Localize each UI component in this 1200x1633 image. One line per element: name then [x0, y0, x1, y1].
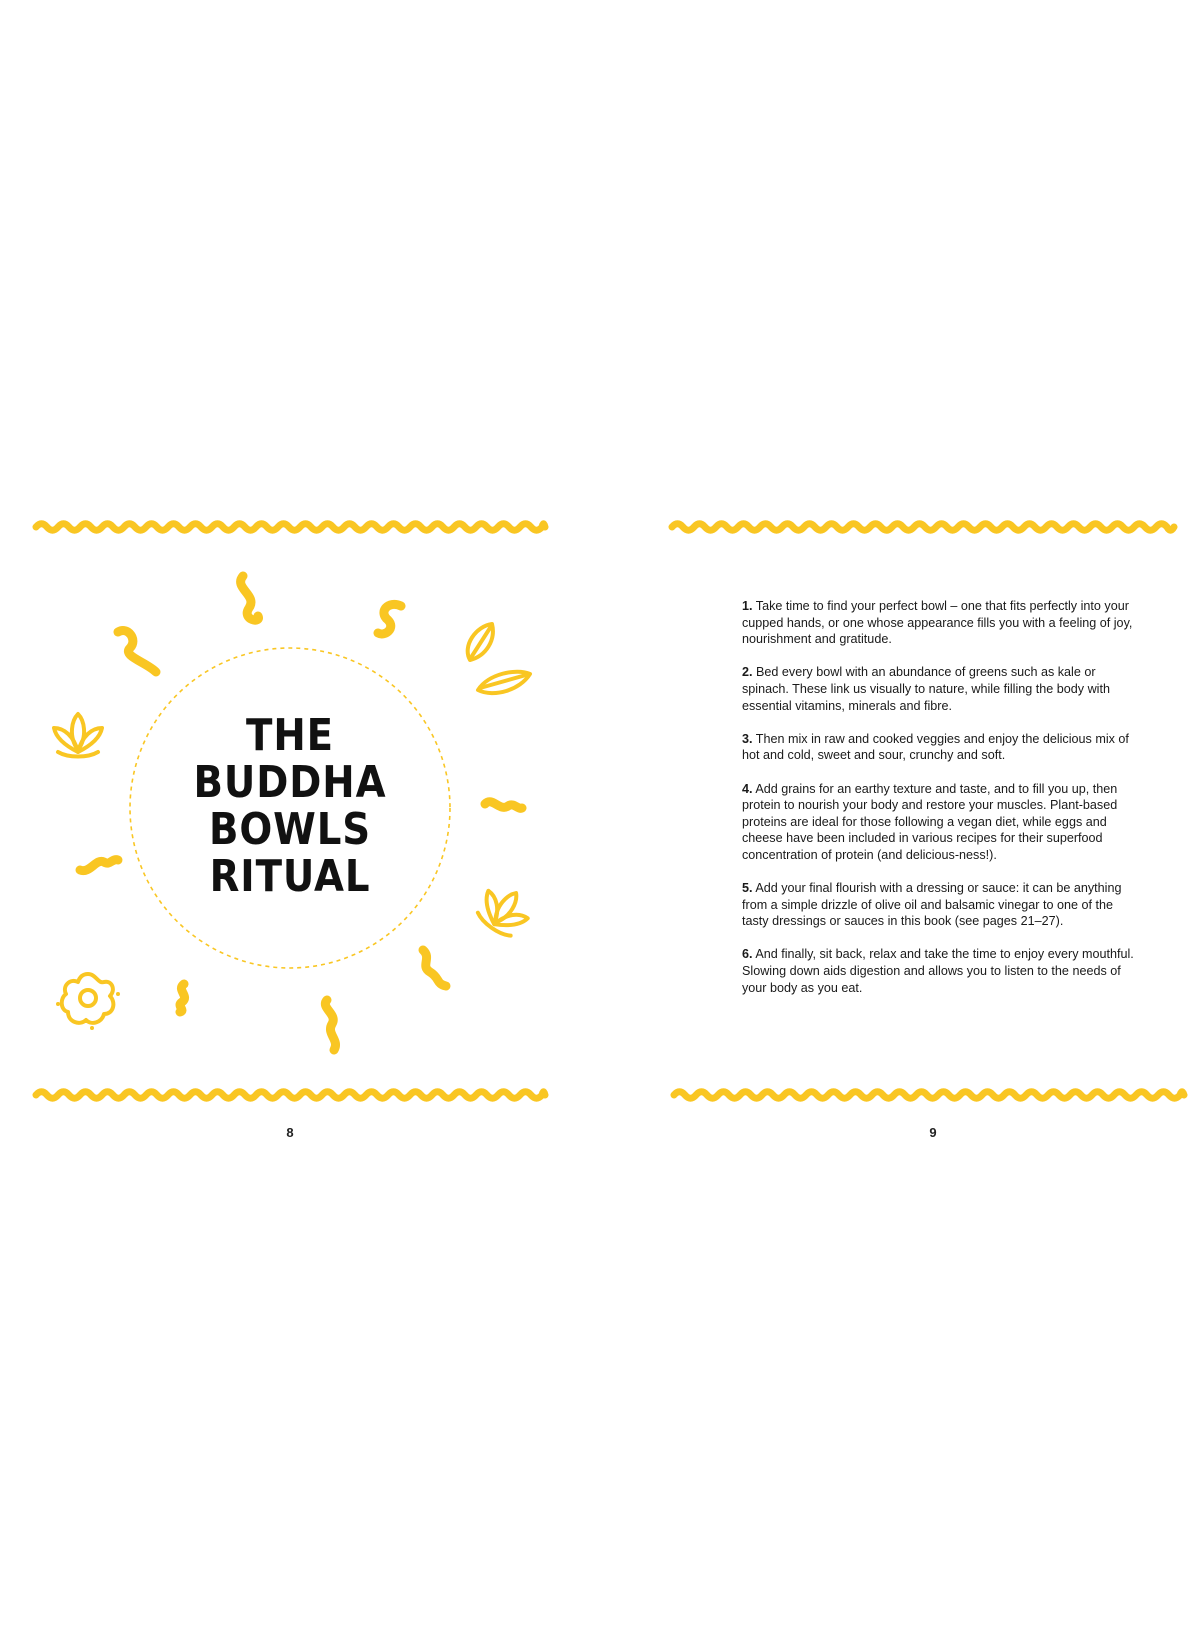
page-number: 8	[286, 1125, 294, 1140]
right-page	[600, 0, 1200, 1633]
step-number: 1.	[742, 599, 753, 613]
squiggle-decoration	[180, 984, 185, 1012]
step-text: Then mix in raw and cooked veggies and enjoy the delicious mix of hot and cold, sweet and sour, crunchy and soft.	[742, 731, 1129, 763]
title-line: THE	[246, 710, 334, 761]
step-paragraph	[742, 598, 1142, 648]
step-number: 6.	[742, 947, 753, 962]
title-line: BOWLS	[208, 804, 372, 855]
page-title	[184, 712, 395, 900]
squiggle-decoration	[485, 802, 522, 809]
step-text: Add your final flourish with a dressing or sauce: it can be anything from a simple drizzle of olive oil and balsamic vinegar to one of the tasty dressings or sauces in this book (see pages 21–27).	[742, 881, 1122, 929]
wavy-border-top	[36, 524, 545, 530]
lotus-icon	[472, 879, 536, 941]
squiggle-decoration	[80, 860, 118, 871]
page-number: 9	[929, 1125, 937, 1140]
step-number: 5.	[742, 881, 753, 896]
squiggle-decoration	[118, 631, 156, 672]
step-text: Bed every bowl with an abundance of greens such as kale or spinach. These link us visually to nature, while filling the body with essential vitamins, minerals and fibre.	[742, 665, 1110, 713]
leaf-icon	[468, 624, 493, 660]
step-paragraph	[742, 946, 1142, 996]
step-number: 3.	[742, 731, 753, 746]
step-paragraph	[742, 731, 1142, 764]
squiggle-decoration	[423, 950, 446, 986]
squiggle-decoration	[325, 1000, 335, 1050]
step-text: Add grains for an earthy texture and taste, and to fill you up, then protein to nourish your body and restore your muscles. Plant-based proteins are ideal for those following a vegan diet, while eggs and cheese have been included in various recipes for their superfood concentration of protein (and delicious-ness!).	[742, 781, 1118, 862]
step-number: 4.	[742, 781, 753, 796]
wavy-border-top	[672, 524, 1174, 530]
lotus-icon	[54, 714, 102, 757]
squiggle-decoration	[241, 576, 259, 620]
title-line: RITUAL	[209, 851, 371, 902]
title-line: BUDDHA	[193, 757, 387, 808]
leaf-icon	[478, 672, 530, 693]
step-text: Take time to find your perfect bowl – one that fits perfectly into your cupped hands, or one whose appearance fills you with a feeling of joy, nourishment and gratitude.	[742, 599, 1133, 647]
wavy-border-bottom	[674, 1092, 1184, 1098]
wavy-border-bottom	[36, 1092, 545, 1098]
step-paragraph	[742, 664, 1142, 714]
ritual-steps	[742, 598, 1142, 1013]
flower-icon	[56, 974, 120, 1030]
step-paragraph	[742, 781, 1142, 864]
step-paragraph	[742, 880, 1142, 930]
squiggle-decoration	[378, 604, 401, 634]
step-number: 2.	[742, 665, 753, 680]
step-text: And finally, sit back, relax and take the time to enjoy every mouthful. Slowing down aids digestion and allows you to listen to the needs of your body as you eat.	[742, 947, 1134, 995]
